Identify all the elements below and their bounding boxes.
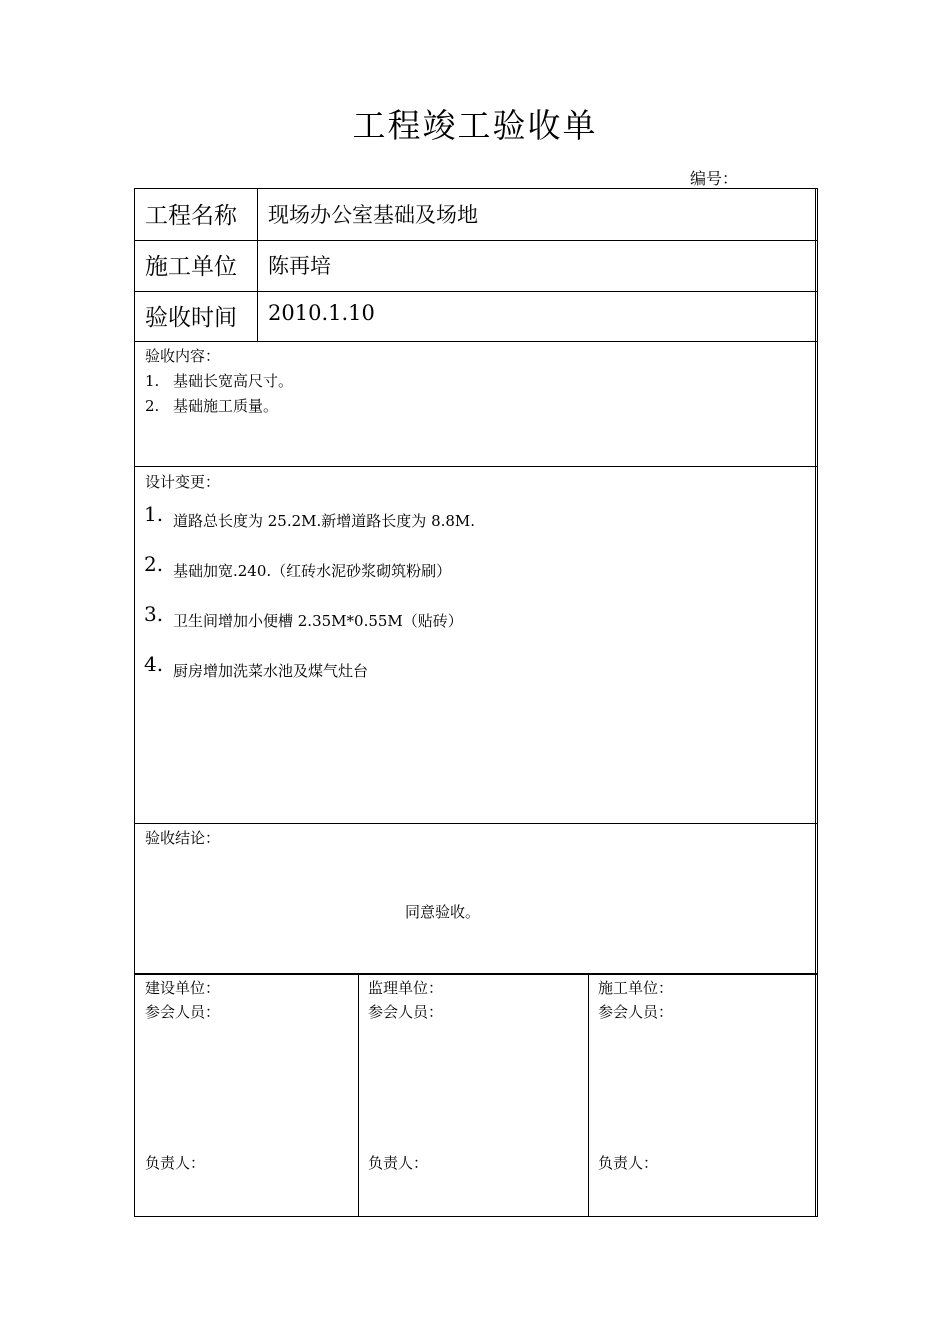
document-title: 工程竣工验收单 [352, 106, 598, 145]
construction-unit-label: 建设单位： [145, 979, 221, 997]
row-divider [134, 341, 817, 342]
design-change-number: 4. [144, 652, 164, 676]
acceptance-item-number: 2. [145, 397, 160, 415]
acceptance-content-heading: 验收内容： [145, 347, 221, 365]
design-change-text: 卫生间增加小便槽 2.35M*0.55M（贴砖） [173, 612, 463, 630]
label-column-divider [257, 188, 258, 341]
party-column-divider [588, 974, 589, 1217]
design-change-text: 道路总长度为 25.2M.新增道路长度为 8.8M. [173, 512, 476, 530]
responsible-person-label: 负责人： [145, 1154, 206, 1172]
acceptance-item-text: 基础施工质量。 [173, 397, 279, 415]
attendees-label: 参会人员： [598, 1003, 674, 1021]
acceptance-time-label: 验收时间 [145, 305, 237, 331]
design-change-text: 基础加宽.240.（红砖水泥砂浆砌筑粉刷） [173, 562, 452, 580]
table-border-left [134, 188, 135, 1217]
table-border-bottom [134, 1216, 817, 1217]
design-change-number: 2. [144, 552, 164, 576]
responsible-person-label: 负责人： [368, 1154, 429, 1172]
row-divider [134, 291, 817, 292]
document-number-label: 编号： [690, 169, 739, 188]
section-divider [134, 823, 817, 824]
project-name-label: 工程名称 [145, 203, 237, 229]
table-border-right [815, 188, 816, 1217]
design-change-number: 3. [144, 602, 164, 626]
design-changes-heading: 设计变更： [145, 473, 221, 491]
responsible-person-label: 负责人： [598, 1154, 659, 1172]
table-border-right-outer [817, 188, 818, 1217]
design-change-text: 厨房增加洗菜水池及煤气灶台 [173, 662, 369, 680]
design-change-number: 1. [144, 502, 164, 526]
supervision-unit-label: 监理单位： [368, 979, 444, 997]
section-divider [134, 466, 817, 467]
contractor-label: 施工单位 [145, 254, 237, 280]
conclusion-heading: 验收结论： [145, 829, 221, 847]
attendees-label: 参会人员： [368, 1003, 444, 1021]
project-name-value: 现场办公室基础及场地 [268, 203, 478, 227]
acceptance-item-number: 1. [145, 372, 160, 390]
acceptance-time-value: 2010.1.10 [268, 301, 375, 325]
section-divider [134, 973, 817, 975]
party-column-divider [358, 974, 359, 1217]
acceptance-item-text: 基础长宽高尺寸。 [173, 372, 294, 390]
attendees-label: 参会人员： [145, 1003, 221, 1021]
contractor-value: 陈再培 [268, 254, 331, 278]
conclusion-text: 同意验收。 [405, 903, 481, 921]
table-border-top [134, 188, 817, 189]
row-divider [134, 240, 817, 241]
contractor-unit-label: 施工单位： [598, 979, 674, 997]
